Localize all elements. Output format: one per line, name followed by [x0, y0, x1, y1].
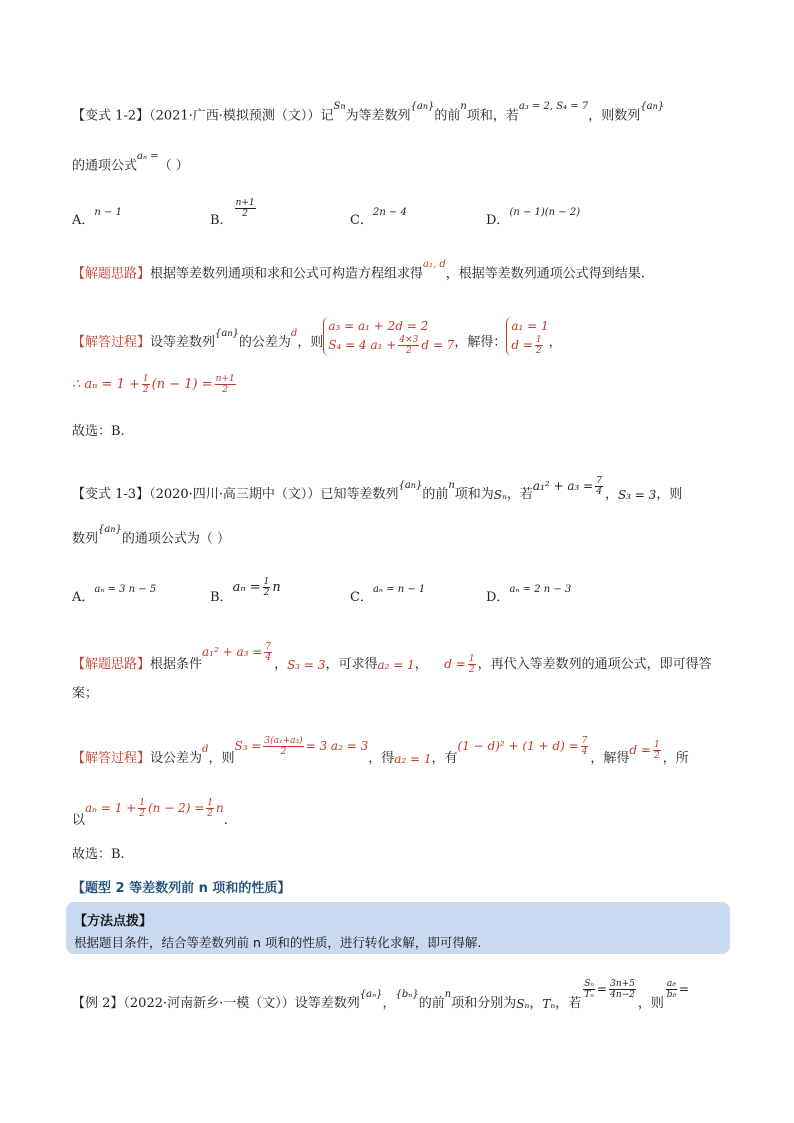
solution-idea: 【解题思路】根据条件a₁² + a₃ = $\frac{7}{4}$ ，S₃ = 3，可求得a₂ = 1， d = $\frac{1}{2}$ ，再代入等差数列的通项公式，即可得答 [72, 642, 712, 675]
variant-1-3-line2: 数列{an}的通项公式为（ ） [72, 524, 231, 547]
option-a: A．$^{n - 1}$ [72, 207, 122, 228]
method-body: 根据题目条件，结合等差数列前 n 项和的性质，进行转化求解，即可得解. [74, 935, 482, 950]
solution-system: a₁ = 1 d = $\frac{1}{2}$ [506, 317, 548, 356]
option-b: B． $\frac{n+1}{2}$ [210, 198, 255, 228]
math-an-set: {an} [640, 101, 665, 112]
source: （2021·广西·模拟预测（文）） [149, 108, 321, 124]
option-a: A．$^{a_n = 3 n - 5}$ [72, 584, 157, 605]
equation-system: a₃ = a₁ + 2d = 2 S₄ = 4 a₁ + $\frac{4\times 3}{2}$ d = 7 [323, 317, 454, 356]
option-c: C．$^{2n - 4}$ [350, 207, 407, 228]
math-an-set: {an} [410, 101, 435, 112]
solution-process-line2: 以aₙ = 1 + $\frac{1}{2}$ (n − 2) = $\frac{1}{2}$ n. [72, 798, 228, 828]
solution-idea: 【解题思路】根据等差数列通项和求和公式可构造方程组求得a₁, d，根据等差数列通项公式得到结果. [72, 259, 645, 282]
variant-1-2-line2: 的通项公式aₙ =（ ） [72, 151, 189, 174]
method-heading: 【方法点拨】 [74, 914, 153, 929]
variant-label: 【变式 1-2】 [72, 108, 150, 124]
math-an-eq: aₙ = [137, 151, 159, 162]
variant-1-2-line1: 【变式 1-2】（2021·广西·模拟预测（文））记Sn为等差数列{an}的前n项和，若a₃ = 2, S₄ = 7，则数列{an} [72, 101, 665, 124]
option-b: B．aₙ = $\frac{1}{2}$ n [210, 577, 281, 605]
example-2-line: 【例 2】（2022·河南新乡·一模（文））设等差数列{aₙ}，{bₙ}的前n项和分别为Sₙ，Tₙ，若 $\frac{\text{Sₙ}}{\text{Tₙ}}$ = $\frac{3n+5}{4n-2}$ ，则 $\frac{\text{a₈}}{\text{b₈}}$ = [72, 979, 689, 1011]
type-heading: 【题型 2 等差数列前 n 项和的性质】 [72, 881, 291, 896]
variant-1-3-line1: 【变式 1-3】（2020·四川·高三期中（文））已知等差数列{an}的前n项和为Sₙ，若a₁² + a₃ = $\frac{7}{4}$ ，S₃ = 3，则 [72, 476, 683, 502]
therefore-line: ∴ aₙ = 1 + $\frac{1}{2}$ (n − 1) = $\frac{n+1}{2}$ [72, 374, 235, 395]
option-d: D．$^{a_n = 2 n - 3}$ [486, 584, 572, 605]
math-condition: a₃ = 2, S₄ = 7 [518, 101, 589, 112]
method-box [66, 902, 730, 954]
math-n: n [460, 101, 467, 112]
option-d: D．$^{(n - 1)(n - 2)}$ [486, 207, 581, 228]
choice-line: 故选：B. [72, 424, 125, 439]
math-sn: Sn [333, 101, 346, 112]
choice-line: 故选：B. [72, 847, 125, 862]
option-c: C．$^{a_n = n - 1}$ [350, 584, 426, 605]
idea-label: 【解题思路】 [72, 266, 151, 282]
solution-idea-line2: 案； [72, 686, 99, 701]
solution-process: 【解答过程】设公差为d，则S₃ = $\frac{\text{3(a₁+a₃)}}{2}$ = 3 a₂ = 3，得a₂ = 1，有(1 − d)² + (1 + d) = $\frac{7}{4}$ ，解得d = $\frac{1}{2}$ ，所 [72, 736, 689, 766]
solution-process: 【解答过程】设等差数列{an}的公差为d，则a₃ = a₁ + 2d = 2 S₄ = 4 a₁ + $\frac{4\times 3}{2}$ d = 7，解得：a₁ = 1 d = $\frac{1}{2}$ ， [72, 319, 562, 356]
process-label: 【解答过程】 [72, 335, 151, 350]
